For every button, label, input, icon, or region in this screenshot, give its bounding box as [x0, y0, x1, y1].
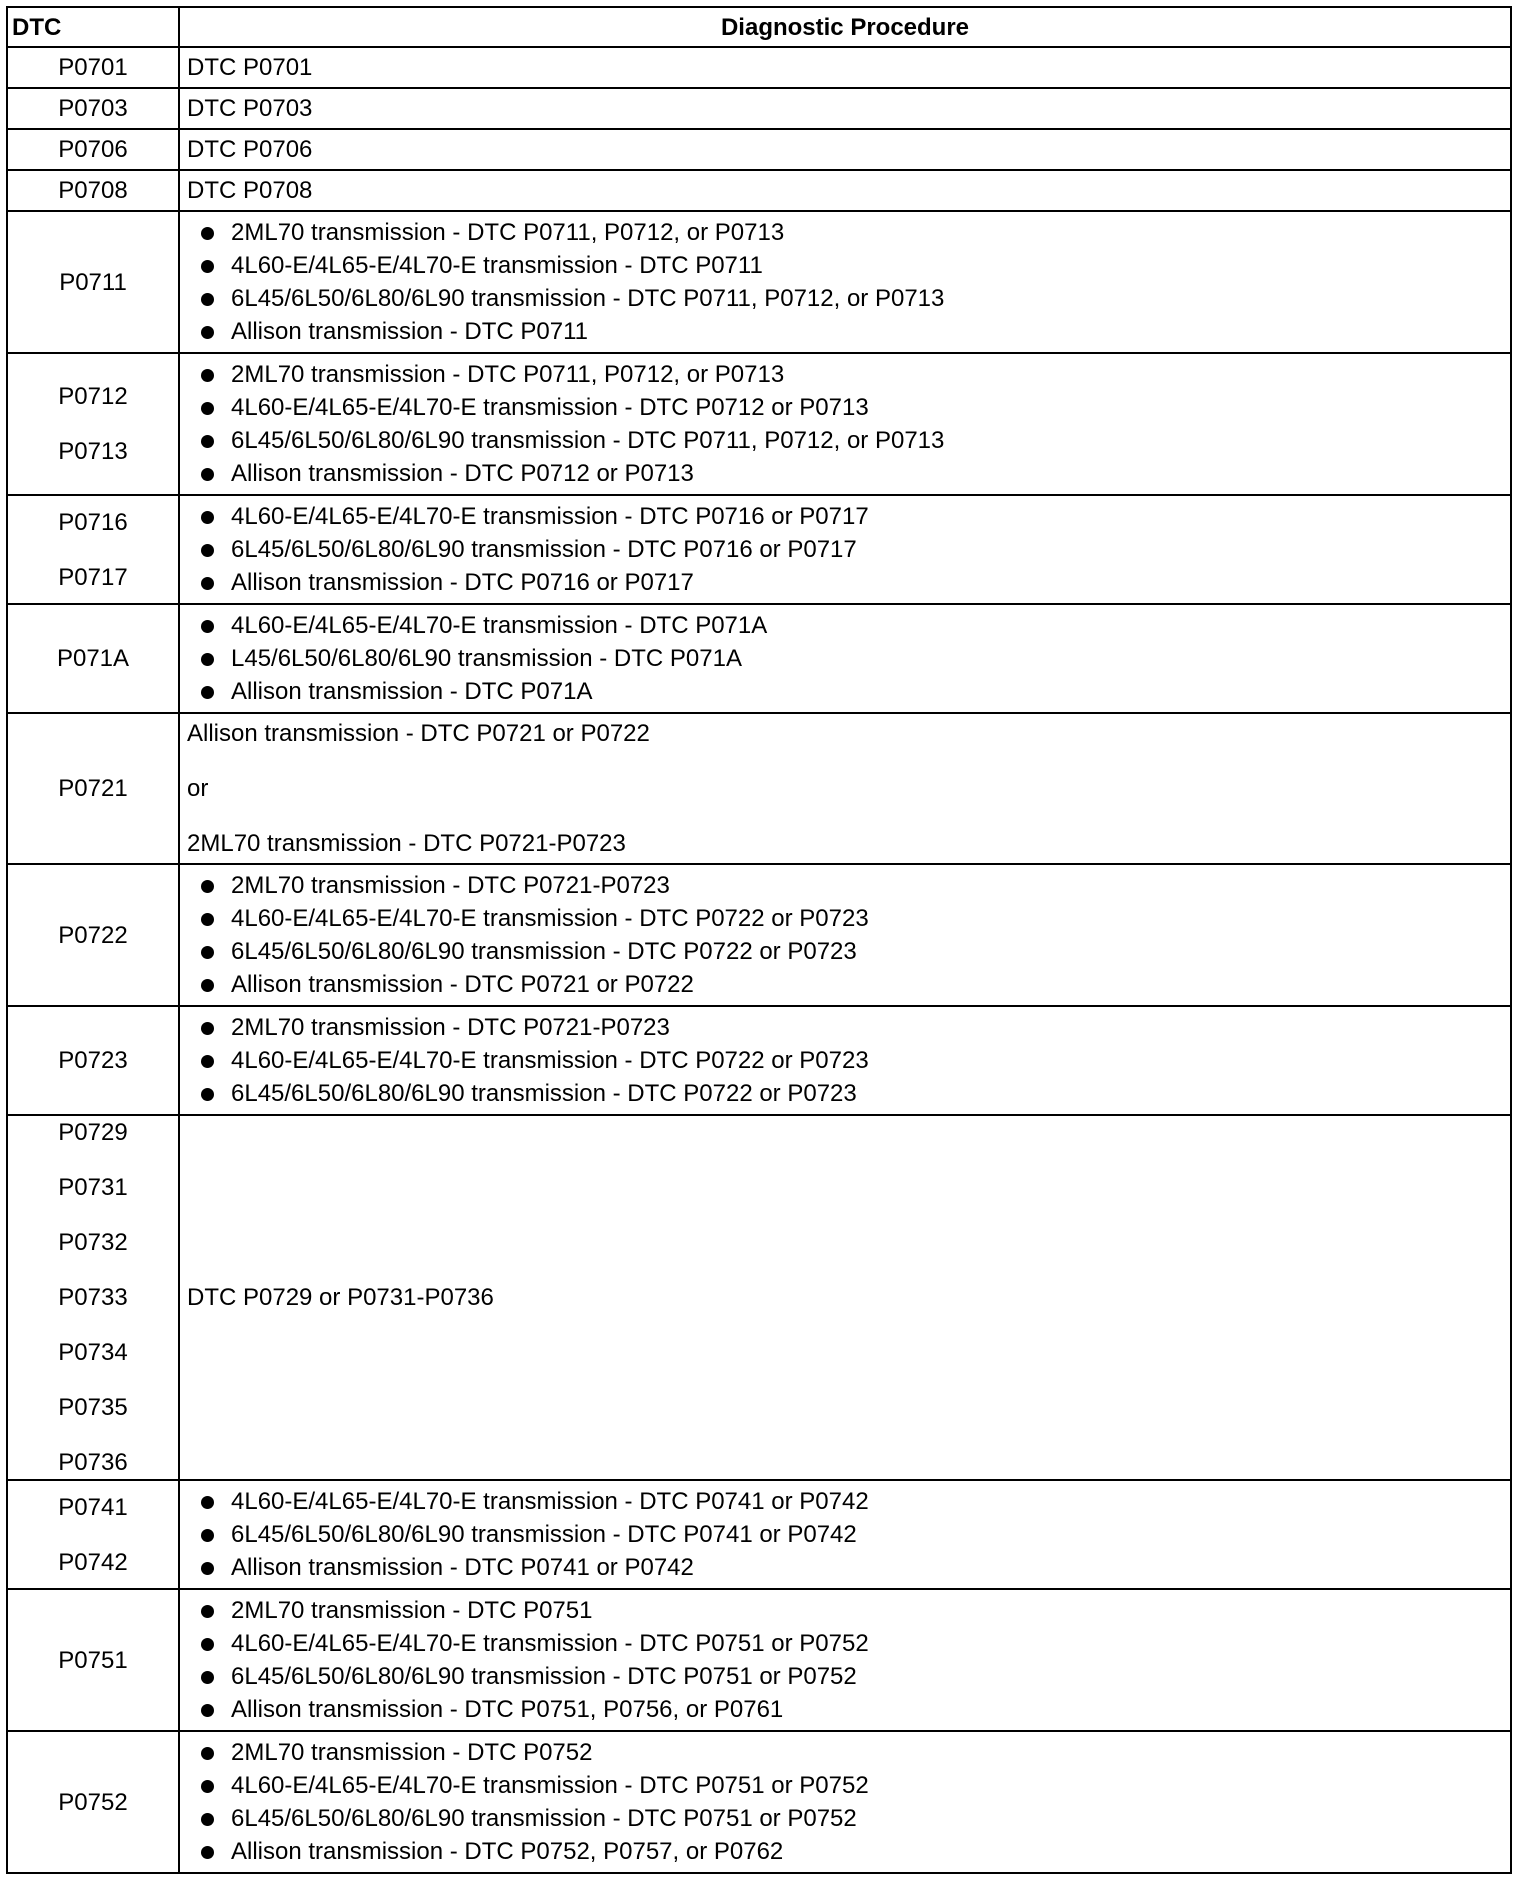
procedure-list [187, 1594, 1504, 1726]
procedure-list-item: Allison transmission - DTC P0721 or P0722 [199, 968, 1504, 1001]
table-row [7, 495, 1511, 604]
dtc-code-cell [7, 1731, 179, 1873]
procedure-list [187, 358, 1504, 490]
dtc-code: P071A [56, 645, 130, 672]
table-row [7, 713, 1511, 864]
procedure-list-item: 6L45/6L50/6L80/6L90 transmission - DTC P0711, P0712, or P0713 [199, 424, 1504, 457]
dtc-code: P0722 [58, 921, 128, 949]
table-row [7, 1006, 1511, 1115]
procedure-list-item: 6L45/6L50/6L80/6L90 transmission - DTC P0711, P0712, or P0713 [199, 282, 1504, 315]
dtc-code: P0735 [58, 1394, 128, 1421]
dtc-code: P0712 [58, 383, 128, 410]
procedure-cell [179, 353, 1511, 495]
dtc-code-cell [7, 129, 179, 170]
procedure-text: DTC P0708 [187, 177, 313, 204]
procedure-cell [179, 713, 1511, 864]
dtc-column-header: DTC [7, 7, 179, 47]
procedure-cell [179, 495, 1511, 604]
table-row [7, 211, 1511, 353]
procedure-list-item: 6L45/6L50/6L80/6L90 transmission - DTC P0751 or P0752 [199, 1802, 1504, 1835]
procedure-cell [179, 1589, 1511, 1731]
procedure-cell [179, 604, 1511, 713]
procedure-text: DTC P0729 or P0731-P0736 [187, 1284, 494, 1311]
table-row [7, 129, 1511, 170]
procedure-list-item: Allison transmission - DTC P0712 or P0713 [199, 457, 1504, 490]
procedure-list-item: 4L60-E/4L65-E/4L70-E transmission - DTC P0716 or P0717 [199, 500, 1504, 533]
dtc-diagnostic-table [6, 6, 1512, 1874]
procedure-list-item: 2ML70 transmission - DTC P0751 [199, 1594, 1504, 1627]
table-row [7, 47, 1511, 88]
dtc-code-cell [7, 604, 179, 713]
procedure-list-item: Allison transmission - DTC P0752, P0757, or P0762 [199, 1835, 1504, 1868]
dtc-code: P0723 [58, 1047, 128, 1074]
procedure-list-item: 6L45/6L50/6L80/6L90 transmission - DTC P0716 or P0717 [199, 533, 1504, 566]
table-row [7, 88, 1511, 129]
dtc-code: P0736 [58, 1449, 128, 1476]
dtc-code: P0729 [58, 1119, 128, 1146]
dtc-code: P0741 [58, 1493, 128, 1521]
procedure-list-item: Allison transmission - DTC P071A [199, 675, 1504, 708]
procedure-list [187, 500, 1504, 599]
dtc-code-cell [7, 1115, 179, 1480]
dtc-code-cell [7, 170, 179, 211]
dtc-code: P0742 [58, 1548, 128, 1576]
procedure-list-item: 4L60-E/4L65-E/4L70-E transmission - DTC P071A [199, 609, 1504, 642]
procedure-list-item: Allison transmission - DTC P0711 [199, 315, 1504, 348]
procedure-text: DTC P0703 [187, 95, 313, 122]
dtc-code: P0717 [58, 563, 128, 591]
dtc-code-cell [7, 864, 179, 1006]
table-row [7, 1589, 1511, 1731]
procedure-column-header: Diagnostic Procedure [179, 7, 1511, 47]
dtc-code-cell [7, 47, 179, 88]
dtc-code-cell [7, 1480, 179, 1589]
procedure-list [187, 216, 1504, 348]
dtc-code-cell [7, 713, 179, 864]
procedure-list-item: 6L45/6L50/6L80/6L90 transmission - DTC P0722 or P0723 [199, 935, 1504, 968]
procedure-list-item: 4L60-E/4L65-E/4L70-E transmission - DTC P0751 or P0752 [199, 1769, 1504, 1802]
dtc-code: P0731 [58, 1174, 128, 1201]
procedure-list [187, 1011, 1504, 1110]
procedure-list-item: Allison transmission - DTC P0751, P0756, or P0761 [199, 1693, 1504, 1726]
dtc-code-cell [7, 1589, 179, 1731]
procedure-cell [179, 47, 1511, 88]
procedure-list-item: 2ML70 transmission - DTC P0711, P0712, or P0713 [199, 216, 1504, 249]
dtc-code-cell [7, 1006, 179, 1115]
procedure-cell [179, 170, 1511, 211]
dtc-code: P0734 [58, 1339, 128, 1366]
procedure-list-item: Allison transmission - DTC P0716 or P0717 [199, 566, 1504, 599]
line-spacer [187, 805, 1504, 827]
table-body [7, 47, 1511, 1873]
procedure-cell [179, 1115, 1511, 1480]
procedure-list-item: 4L60-E/4L65-E/4L70-E transmission - DTC P0722 or P0723 [199, 1044, 1504, 1077]
procedure-list-item: 2ML70 transmission - DTC P0721-P0723 [199, 869, 1504, 902]
procedure-cell [179, 211, 1511, 353]
procedure-cell [179, 1006, 1511, 1115]
dtc-code: P0703 [58, 95, 128, 122]
procedure-text: 2ML70 transmission - DTC P0721-P0723 [187, 830, 626, 857]
procedure-list-item: 2ML70 transmission - DTC P0752 [199, 1736, 1504, 1769]
procedure-list [187, 1485, 1504, 1584]
dtc-code-cell [7, 353, 179, 495]
procedure-cell [179, 1480, 1511, 1589]
table-row [7, 1480, 1511, 1589]
table-row [7, 864, 1511, 1006]
procedure-text: DTC P0701 [187, 54, 313, 81]
procedure-list-item: 2ML70 transmission - DTC P0721-P0723 [199, 1011, 1504, 1044]
procedure-list-item: 6L45/6L50/6L80/6L90 transmission - DTC P0741 or P0742 [199, 1518, 1504, 1551]
procedure-list-item: Allison transmission - DTC P0741 or P0742 [199, 1551, 1504, 1584]
dtc-code: P0721 [58, 775, 128, 802]
table-row [7, 170, 1511, 211]
procedure-list-item: 4L60-E/4L65-E/4L70-E transmission - DTC P0711 [199, 249, 1504, 282]
dtc-code: P0716 [58, 508, 128, 536]
dtc-code-cell [7, 495, 179, 604]
dtc-code: P0706 [58, 136, 128, 163]
dtc-code: P0732 [58, 1229, 128, 1256]
line-spacer [187, 750, 1504, 772]
procedure-list-item: 2ML70 transmission - DTC P0711, P0712, or P0713 [199, 358, 1504, 391]
procedure-list-item: L45/6L50/6L80/6L90 transmission - DTC P071A [199, 642, 1504, 675]
dtc-code: P0701 [58, 54, 128, 81]
dtc-code: P0708 [58, 177, 128, 204]
procedure-cell [179, 1731, 1511, 1873]
procedure-list [187, 609, 1504, 708]
dtc-code: P0711 [59, 268, 127, 296]
procedure-list-item: 4L60-E/4L65-E/4L70-E transmission - DTC P0712 or P0713 [199, 391, 1504, 424]
procedure-text: DTC P0706 [187, 136, 313, 163]
dtc-code: P0733 [58, 1284, 128, 1311]
table-row [7, 604, 1511, 713]
procedure-cell [179, 129, 1511, 170]
dtc-code-cell [7, 88, 179, 129]
dtc-code: P0713 [58, 438, 128, 465]
dtc-code: P0751 [58, 1646, 128, 1674]
procedure-cell [179, 88, 1511, 129]
procedure-text: Allison transmission - DTC P0721 or P0722 [187, 720, 650, 747]
procedure-cell [179, 864, 1511, 1006]
table-row [7, 1731, 1511, 1873]
dtc-code-cell [7, 211, 179, 353]
table-header-row [7, 7, 1511, 47]
procedure-list-item: 4L60-E/4L65-E/4L70-E transmission - DTC P0741 or P0742 [199, 1485, 1504, 1518]
table-row [7, 1115, 1511, 1480]
procedure-list [187, 1736, 1504, 1868]
dtc-code: P0752 [58, 1788, 128, 1816]
table-row [7, 353, 1511, 495]
procedure-list-item: 6L45/6L50/6L80/6L90 transmission - DTC P0751 or P0752 [199, 1660, 1504, 1693]
procedure-text: or [187, 775, 209, 802]
procedure-list-item: 4L60-E/4L65-E/4L70-E transmission - DTC P0722 or P0723 [199, 902, 1504, 935]
procedure-list-item: 4L60-E/4L65-E/4L70-E transmission - DTC P0751 or P0752 [199, 1627, 1504, 1660]
procedure-list-item: 6L45/6L50/6L80/6L90 transmission - DTC P0722 or P0723 [199, 1077, 1504, 1110]
procedure-list [187, 869, 1504, 1001]
